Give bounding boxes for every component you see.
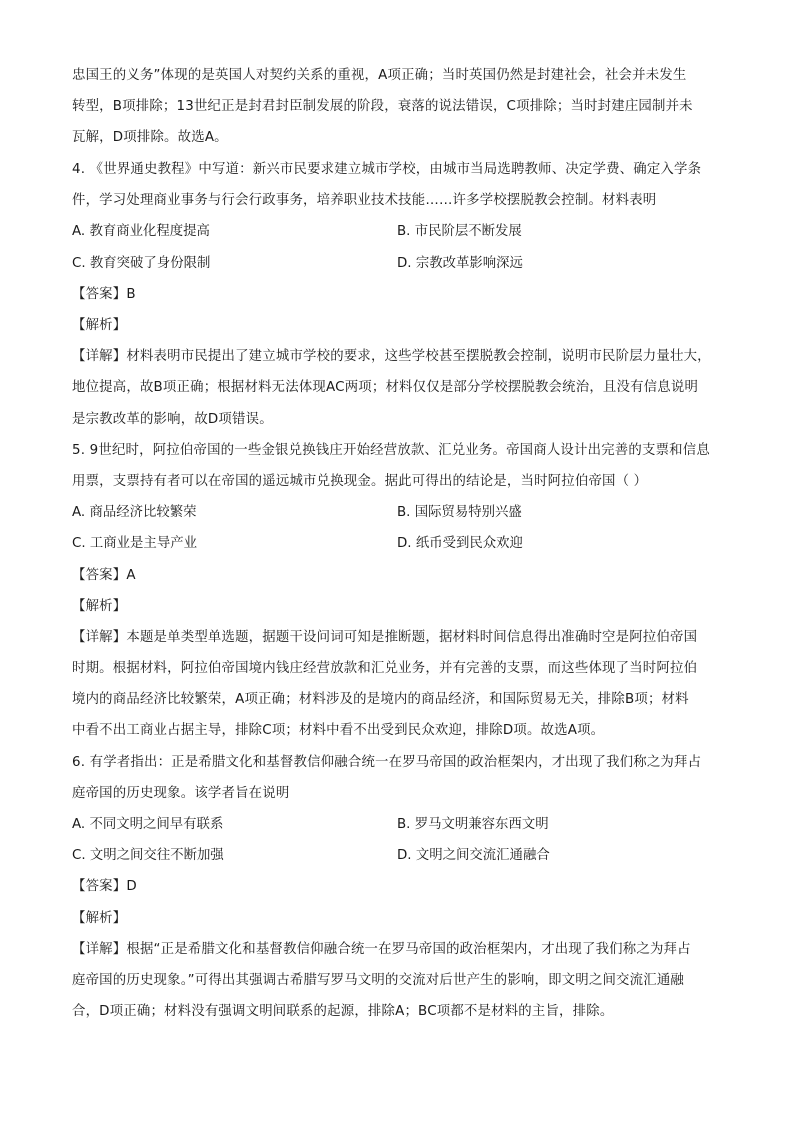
text-line: 忠国王的义务”体现的是英国人对契约关系的重视，A项正确；当时英国仍然是封建社会，社会并未发生 — [72, 68, 687, 83]
question-5-option-b: B. 国际贸易特别兴盛 — [397, 505, 522, 520]
question-5-answer: 【答案】A — [72, 568, 136, 583]
question-6-option-a: A. 不同文明之间早有联系 — [72, 817, 224, 832]
question-6-stem: 庭帝国的历史现象。该学者旨在说明 — [72, 786, 290, 801]
question-6-analysis-label: 【解析】 — [72, 911, 127, 926]
question-5-analysis-label: 【解析】 — [72, 599, 127, 614]
question-4-detail: 是宗教改革的影响，故D项错误。 — [72, 412, 273, 427]
text-line: 瓦解，D项排除。故选A。 — [72, 130, 228, 145]
question-4-stem: 4. 《世界通史教程》中写道：新兴市民要求建立城市学校，由城市当局选聘教师、决定学费、确定入学条 — [72, 162, 702, 177]
question-6-detail: 【详解】根据“正是希腊文化和基督教信仰融合统一在罗马帝国的政治框架内，才出现了我们称之为拜占 — [72, 942, 691, 957]
question-4-answer: 【答案】B — [72, 287, 136, 302]
question-6-detail: 庭帝国的历史现象。”可得出其强调古希腊写罗马文明的交流对后世产生的影响，即文明之间交流汇通融 — [72, 973, 685, 988]
question-5-option-d: D. 纸币受到民众欢迎 — [397, 536, 523, 551]
question-4-detail: 【详解】材料表明市民提出了建立城市学校的要求，这些学校甚至摆脱教会控制，说明市民阶层力量壮大， — [72, 349, 711, 364]
question-4-analysis-label: 【解析】 — [72, 318, 127, 333]
question-5-stem: 用票，支票持有者可以在帝国的遥远城市兑换现金。据此可得出的结论是，当时阿拉伯帝国（ ） — [72, 474, 648, 489]
question-4-option-b: B. 市民阶层不断发展 — [397, 224, 522, 239]
question-6-option-c: C. 文明之间交往不断加强 — [72, 848, 224, 863]
question-4-stem: 件，学习处理商业事务与行会行政事务，培养职业技术技能……许多学校摆脱教会控制。材料表明 — [72, 193, 657, 208]
question-6-detail: 合，D项正确；材料没有强调文明间联系的起源，排除A；BC项都不是材料的主旨，排除。 — [72, 1004, 614, 1019]
question-5-detail: 中看不出工商业占据主导，排除C项；材料中看不出受到民众欢迎，排除D项。故选A项。 — [72, 723, 605, 738]
question-6-option-b: B. 罗马文明兼容东西文明 — [397, 817, 549, 832]
question-4-option-a: A. 教育商业化程度提高 — [72, 224, 210, 239]
question-5-detail: 境内的商品经济比较繁荣，A项正确；材料涉及的是境内的商品经济，和国际贸易无关，排除B项；材料 — [72, 692, 689, 707]
question-6-stem: 6. 有学者指出：正是希腊文化和基督教信仰融合统一在罗马帝国的政治框架内，才出现了我们称之为拜占 — [72, 755, 702, 770]
question-4-detail: 地位提高，故B项正确；根据材料无法体现AC两项；材料仅仅是部分学校摆脱教会统治，且没有信息说明 — [72, 380, 699, 395]
question-5-stem: 5. 9世纪时，阿拉伯帝国的一些金银兑换钱庄开始经营放款、汇兑业务。帝国商人设计出完善的支票和信息 — [72, 443, 710, 458]
question-5-detail: 【详解】本题是单类型单选题，据题干设问词可知是推断题，据材料时间信息得出准确时空是阿拉伯帝国 — [72, 630, 698, 645]
question-6-option-d: D. 文明之间交流汇通融合 — [397, 848, 550, 863]
question-4-option-d: D. 宗教改革影响深远 — [397, 256, 523, 271]
question-5-option-c: C. 工商业是主导产业 — [72, 536, 197, 551]
text-line: 转型，B项排除；13世纪正是封君封臣制发展的阶段，衰落的说法错误，C项排除；当时封建庄园制并未 — [72, 99, 693, 114]
question-4-option-c: C. 教育突破了身份限制 — [72, 256, 211, 271]
question-6-answer: 【答案】D — [72, 879, 137, 894]
question-5-detail: 时期。根据材料，阿拉伯帝国境内钱庄经营放款和汇兑业务，并有完善的支票，而这些体现了当时阿拉伯 — [72, 661, 698, 676]
question-5-option-a: A. 商品经济比较繁荣 — [72, 505, 197, 520]
